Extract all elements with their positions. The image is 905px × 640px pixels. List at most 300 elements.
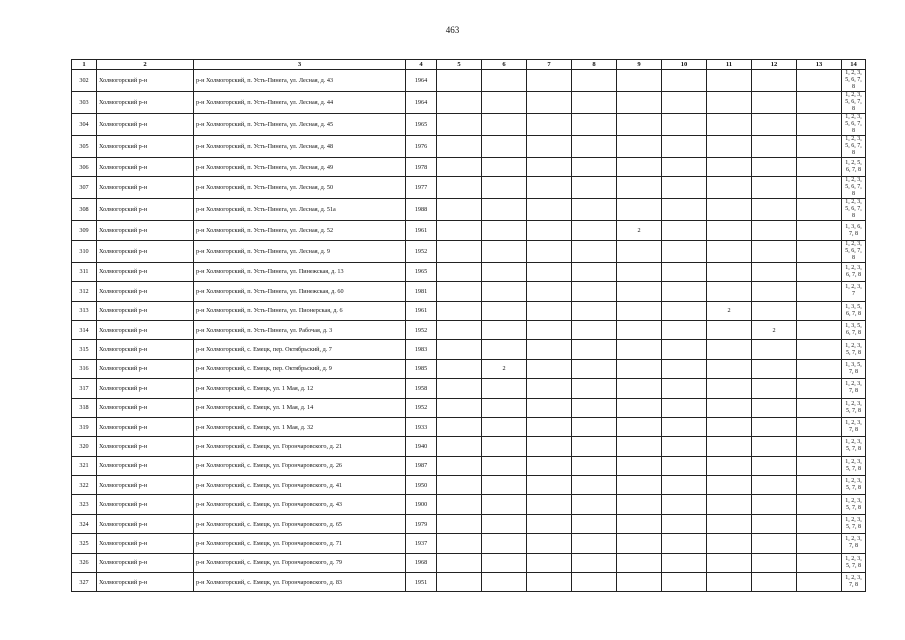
col8-cell (572, 177, 617, 199)
row-number: 327 (72, 573, 97, 592)
table-row (72, 476, 866, 495)
col8-cell (572, 262, 617, 281)
col7-cell (527, 92, 572, 114)
col8-cell (572, 199, 617, 221)
col13-cell (797, 495, 842, 514)
year-cell: 1950 (406, 476, 437, 495)
col12-cell (752, 573, 797, 592)
district-cell: Холмогорский р-н (97, 114, 194, 136)
criteria-cell: 1, 2, 3, 6, 7, 8 (842, 262, 866, 281)
col12-cell (752, 340, 797, 359)
table-row (72, 573, 866, 592)
table-row (72, 158, 866, 177)
column-header-9: 9 (617, 60, 662, 70)
col5-cell (437, 437, 482, 456)
criteria-cell: 1, 2, 3, 5, 6, 7, 8 (842, 136, 866, 158)
col7-cell (527, 379, 572, 398)
col6-cell (482, 177, 527, 199)
col8-cell (572, 70, 617, 92)
col6-cell (482, 92, 527, 114)
row-number: 312 (72, 282, 97, 301)
column-header-7: 7 (527, 60, 572, 70)
col7-cell (527, 221, 572, 240)
year-cell: 1952 (406, 240, 437, 262)
row-number: 313 (72, 301, 97, 320)
col5-cell (437, 282, 482, 301)
district-cell: Холмогорский р-н (97, 92, 194, 114)
table-row (72, 398, 866, 417)
col13-cell (797, 262, 842, 281)
column-header-13: 13 (797, 60, 842, 70)
year-cell: 1978 (406, 158, 437, 177)
col5-cell (437, 301, 482, 320)
col13-cell (797, 456, 842, 475)
col6-cell (482, 320, 527, 339)
col5-cell (437, 262, 482, 281)
address-cell: р-н Холмогорский, с. Емецк, ул. Горончаровского, д. 43 (194, 495, 406, 514)
col12-cell (752, 114, 797, 136)
col9-cell (617, 398, 662, 417)
col13-cell (797, 320, 842, 339)
year-cell: 1968 (406, 553, 437, 572)
criteria-cell: 1, 2, 3, 5, 6, 7, 8 (842, 240, 866, 262)
address-cell: р-н Холмогорский, с. Емецк, ул. Горончаровского, д. 71 (194, 534, 406, 553)
year-cell: 1987 (406, 456, 437, 475)
year-cell: 1951 (406, 573, 437, 592)
row-number: 307 (72, 177, 97, 199)
col6-cell: 2 (482, 359, 527, 378)
year-cell: 1983 (406, 340, 437, 359)
col9-cell (617, 340, 662, 359)
col5-cell (437, 221, 482, 240)
district-cell: Холмогорский р-н (97, 70, 194, 92)
col8-cell (572, 221, 617, 240)
col6-cell (482, 534, 527, 553)
col10-cell (662, 177, 707, 199)
col6-cell (482, 379, 527, 398)
col10-cell (662, 476, 707, 495)
col11-cell (707, 476, 752, 495)
col11-cell: 2 (707, 301, 752, 320)
col12-cell (752, 240, 797, 262)
column-header-3: 3 (194, 60, 406, 70)
address-cell: р-н Холмогорский, п. Усть-Пинега, ул. Пинежская, д. 13 (194, 262, 406, 281)
row-number: 303 (72, 92, 97, 114)
address-cell: р-н Холмогорский, п. Усть-Пинега, ул. Лесная, д. 49 (194, 158, 406, 177)
address-cell: р-н Холмогорский, с. Емецк, ул. 1 Мая, д. 32 (194, 417, 406, 436)
criteria-cell: 1, 2, 3, 5, 7, 8 (842, 514, 866, 533)
row-number: 321 (72, 456, 97, 475)
col6-cell (482, 476, 527, 495)
col9-cell (617, 136, 662, 158)
col13-cell (797, 417, 842, 436)
col7-cell (527, 114, 572, 136)
col8-cell (572, 534, 617, 553)
col7-cell (527, 573, 572, 592)
district-cell: Холмогорский р-н (97, 379, 194, 398)
col13-cell (797, 553, 842, 572)
col13-cell (797, 177, 842, 199)
col6-cell (482, 417, 527, 436)
col9-cell (617, 437, 662, 456)
year-cell: 1988 (406, 199, 437, 221)
col8-cell (572, 476, 617, 495)
col9-cell (617, 456, 662, 475)
criteria-cell: 1, 2, 3, 5, 6, 7, 8 (842, 92, 866, 114)
row-number: 309 (72, 221, 97, 240)
col12-cell: 2 (752, 320, 797, 339)
col10-cell (662, 456, 707, 475)
col8-cell (572, 359, 617, 378)
col9-cell (617, 92, 662, 114)
col10-cell (662, 359, 707, 378)
col8-cell (572, 398, 617, 417)
table-row (72, 437, 866, 456)
table-row (72, 495, 866, 514)
table-row (72, 221, 866, 240)
col8-cell (572, 379, 617, 398)
year-cell: 1937 (406, 534, 437, 553)
criteria-cell: 1, 2, 3, 7, 8 (842, 417, 866, 436)
col5-cell (437, 199, 482, 221)
table-header (72, 60, 866, 70)
district-cell: Холмогорский р-н (97, 534, 194, 553)
col11-cell (707, 136, 752, 158)
col8-cell (572, 514, 617, 533)
col7-cell (527, 282, 572, 301)
col10-cell (662, 514, 707, 533)
district-cell: Холмогорский р-н (97, 437, 194, 456)
address-cell: р-н Холмогорский, с. Емецк, ул. Горончаровского, д. 79 (194, 553, 406, 572)
row-number: 319 (72, 417, 97, 436)
col12-cell (752, 514, 797, 533)
col8-cell (572, 320, 617, 339)
col13-cell (797, 92, 842, 114)
col6-cell (482, 158, 527, 177)
criteria-cell: 1, 3, 6, 7, 8 (842, 221, 866, 240)
col10-cell (662, 199, 707, 221)
column-header-11: 11 (707, 60, 752, 70)
col11-cell (707, 495, 752, 514)
criteria-cell: 1, 2, 3, 7, 8 (842, 379, 866, 398)
col11-cell (707, 534, 752, 553)
col5-cell (437, 398, 482, 417)
col6-cell (482, 221, 527, 240)
col8-cell (572, 158, 617, 177)
col9-cell (617, 379, 662, 398)
col13-cell (797, 379, 842, 398)
col13-cell (797, 136, 842, 158)
col13-cell (797, 359, 842, 378)
row-number: 302 (72, 70, 97, 92)
col10-cell (662, 379, 707, 398)
col8-cell (572, 92, 617, 114)
address-cell: р-н Холмогорский, с. Емецк, пер. Октябрьский, д. 9 (194, 359, 406, 378)
col8-cell (572, 553, 617, 572)
col13-cell (797, 534, 842, 553)
address-cell: р-н Холмогорский, п. Усть-Пинега, ул. Рабочая, д. 3 (194, 320, 406, 339)
col5-cell (437, 456, 482, 475)
col11-cell (707, 92, 752, 114)
col11-cell (707, 262, 752, 281)
col10-cell (662, 553, 707, 572)
col10-cell (662, 417, 707, 436)
col12-cell (752, 417, 797, 436)
district-cell: Холмогорский р-н (97, 514, 194, 533)
col10-cell (662, 70, 707, 92)
table-row (72, 70, 866, 92)
year-cell: 1940 (406, 437, 437, 456)
address-cell: р-н Холмогорский, п. Усть-Пинега, ул. Лесная, д. 44 (194, 92, 406, 114)
col9-cell (617, 177, 662, 199)
col11-cell (707, 240, 752, 262)
table-row (72, 534, 866, 553)
col8-cell (572, 340, 617, 359)
col9-cell (617, 240, 662, 262)
col12-cell (752, 92, 797, 114)
row-number: 317 (72, 379, 97, 398)
col10-cell (662, 437, 707, 456)
col10-cell (662, 340, 707, 359)
address-cell: р-н Холмогорский, с. Емецк, ул. Горончаровского, д. 65 (194, 514, 406, 533)
address-cell: р-н Холмогорский, п. Усть-Пинега, ул. Лесная, д. 9 (194, 240, 406, 262)
column-header-1: 1 (72, 60, 97, 70)
col13-cell (797, 398, 842, 417)
table-row (72, 514, 866, 533)
col5-cell (437, 114, 482, 136)
address-cell: р-н Холмогорский, с. Емецк, ул. Горончаровского, д. 26 (194, 456, 406, 475)
col10-cell (662, 320, 707, 339)
col5-cell (437, 320, 482, 339)
col13-cell (797, 114, 842, 136)
table-row (72, 282, 866, 301)
col11-cell (707, 282, 752, 301)
col12-cell (752, 437, 797, 456)
col10-cell (662, 573, 707, 592)
col9-cell (617, 534, 662, 553)
col5-cell (437, 379, 482, 398)
col11-cell (707, 199, 752, 221)
col5-cell (437, 417, 482, 436)
year-cell: 1981 (406, 282, 437, 301)
page-number: 463 (445, 25, 460, 35)
address-cell: р-н Холмогорский, с. Емецк, ул. Горончаровского, д. 83 (194, 573, 406, 592)
table-row (72, 359, 866, 378)
district-cell: Холмогорский р-н (97, 158, 194, 177)
district-cell: Холмогорский р-н (97, 199, 194, 221)
district-cell: Холмогорский р-н (97, 456, 194, 475)
year-cell: 1965 (406, 262, 437, 281)
col10-cell (662, 398, 707, 417)
col10-cell (662, 136, 707, 158)
address-cell: р-н Холмогорский, п. Усть-Пинега, ул. Лесная, д. 48 (194, 136, 406, 158)
col5-cell (437, 553, 482, 572)
col13-cell (797, 199, 842, 221)
district-cell: Холмогорский р-н (97, 398, 194, 417)
row-number: 305 (72, 136, 97, 158)
col9-cell (617, 301, 662, 320)
col11-cell (707, 417, 752, 436)
col6-cell (482, 495, 527, 514)
col7-cell (527, 136, 572, 158)
col5-cell (437, 136, 482, 158)
col6-cell (482, 114, 527, 136)
col6-cell (482, 301, 527, 320)
col9-cell (617, 199, 662, 221)
district-cell: Холмогорский р-н (97, 476, 194, 495)
district-cell: Холмогорский р-н (97, 359, 194, 378)
criteria-cell: 1, 2, 3, 5, 7, 8 (842, 340, 866, 359)
year-cell: 1933 (406, 417, 437, 436)
col12-cell (752, 136, 797, 158)
criteria-cell: 1, 3, 5, 6, 7, 8 (842, 301, 866, 320)
district-cell: Холмогорский р-н (97, 177, 194, 199)
address-cell: р-н Холмогорский, п. Усть-Пинега, ул. Лесная, д. 50 (194, 177, 406, 199)
col6-cell (482, 199, 527, 221)
col6-cell (482, 456, 527, 475)
col9-cell (617, 553, 662, 572)
col6-cell (482, 553, 527, 572)
year-cell: 1965 (406, 114, 437, 136)
col11-cell (707, 221, 752, 240)
col11-cell (707, 573, 752, 592)
col8-cell (572, 240, 617, 262)
col12-cell (752, 359, 797, 378)
col13-cell (797, 158, 842, 177)
col8-cell (572, 417, 617, 436)
col6-cell (482, 398, 527, 417)
criteria-cell: 1, 2, 3, 7 (842, 282, 866, 301)
col10-cell (662, 114, 707, 136)
col6-cell (482, 514, 527, 533)
criteria-cell: 1, 2, 3, 5, 7, 8 (842, 398, 866, 417)
table-row (72, 456, 866, 475)
column-header-10: 10 (662, 60, 707, 70)
criteria-cell: 1, 3, 5, 7, 8 (842, 359, 866, 378)
col12-cell (752, 301, 797, 320)
address-cell: р-н Холмогорский, п. Усть-Пинега, ул. Пионерская, д. 6 (194, 301, 406, 320)
criteria-cell: 1, 3, 5, 6, 7, 8 (842, 320, 866, 339)
col5-cell (437, 514, 482, 533)
column-header-2: 2 (97, 60, 194, 70)
col7-cell (527, 199, 572, 221)
col5-cell (437, 92, 482, 114)
table-row (72, 199, 866, 221)
col7-cell (527, 320, 572, 339)
col11-cell (707, 177, 752, 199)
col7-cell (527, 495, 572, 514)
row-number: 324 (72, 514, 97, 533)
column-header-8: 8 (572, 60, 617, 70)
address-cell: р-н Холмогорский, п. Усть-Пинега, ул. Пинежская, д. 60 (194, 282, 406, 301)
col5-cell (437, 158, 482, 177)
col13-cell (797, 240, 842, 262)
col11-cell (707, 456, 752, 475)
col12-cell (752, 495, 797, 514)
col10-cell (662, 282, 707, 301)
address-cell: р-н Холмогорский, с. Емецк, ул. Горончаровского, д. 21 (194, 437, 406, 456)
criteria-cell: 1, 2, 3, 5, 6, 7, 8 (842, 177, 866, 199)
col12-cell (752, 177, 797, 199)
col7-cell (527, 301, 572, 320)
table-row (72, 553, 866, 572)
col8-cell (572, 437, 617, 456)
criteria-cell: 1, 2, 3, 7, 8 (842, 534, 866, 553)
col8-cell (572, 301, 617, 320)
col7-cell (527, 70, 572, 92)
year-cell: 1964 (406, 70, 437, 92)
address-cell: р-н Холмогорский, с. Емецк, ул. 1 Мая, д. 14 (194, 398, 406, 417)
col13-cell (797, 514, 842, 533)
district-cell: Холмогорский р-н (97, 240, 194, 262)
criteria-cell: 1, 2, 3, 5, 6, 7, 8 (842, 199, 866, 221)
col9-cell (617, 158, 662, 177)
col13-cell (797, 221, 842, 240)
col11-cell (707, 398, 752, 417)
col6-cell (482, 240, 527, 262)
col10-cell (662, 158, 707, 177)
col7-cell (527, 456, 572, 475)
col11-cell (707, 320, 752, 339)
col12-cell (752, 534, 797, 553)
col12-cell (752, 262, 797, 281)
year-cell: 1961 (406, 221, 437, 240)
year-cell: 1976 (406, 136, 437, 158)
address-cell: р-н Холмогорский, с. Емецк, пер. Октябрьский, д. 7 (194, 340, 406, 359)
col13-cell (797, 437, 842, 456)
table-row (72, 379, 866, 398)
criteria-cell: 1, 2, 3, 5, 7, 8 (842, 553, 866, 572)
criteria-cell: 1, 2, 5, 6, 7, 8 (842, 158, 866, 177)
col7-cell (527, 262, 572, 281)
row-number: 314 (72, 320, 97, 339)
table-row (72, 417, 866, 436)
col9-cell (617, 359, 662, 378)
year-cell: 1977 (406, 177, 437, 199)
col7-cell (527, 417, 572, 436)
col6-cell (482, 282, 527, 301)
col10-cell (662, 301, 707, 320)
col12-cell (752, 282, 797, 301)
col8-cell (572, 573, 617, 592)
col9-cell (617, 262, 662, 281)
row-number: 325 (72, 534, 97, 553)
year-cell: 1979 (406, 514, 437, 533)
col11-cell (707, 340, 752, 359)
col12-cell (752, 553, 797, 572)
col11-cell (707, 114, 752, 136)
criteria-cell: 1, 2, 3, 5, 7, 8 (842, 476, 866, 495)
column-header-6: 6 (482, 60, 527, 70)
col8-cell (572, 114, 617, 136)
row-number: 323 (72, 495, 97, 514)
col7-cell (527, 359, 572, 378)
col11-cell (707, 514, 752, 533)
table-row (72, 301, 866, 320)
col12-cell (752, 158, 797, 177)
column-header-14: 14 (842, 60, 866, 70)
header-row (72, 60, 866, 70)
row-number: 306 (72, 158, 97, 177)
col9-cell: 2 (617, 221, 662, 240)
col7-cell (527, 177, 572, 199)
year-cell: 1961 (406, 301, 437, 320)
year-cell: 1985 (406, 359, 437, 378)
criteria-cell: 1, 2, 3, 5, 6, 7, 8 (842, 70, 866, 92)
col9-cell (617, 417, 662, 436)
address-cell: р-н Холмогорский, с. Емецк, ул. Горончаровского, д. 41 (194, 476, 406, 495)
column-header-12: 12 (752, 60, 797, 70)
